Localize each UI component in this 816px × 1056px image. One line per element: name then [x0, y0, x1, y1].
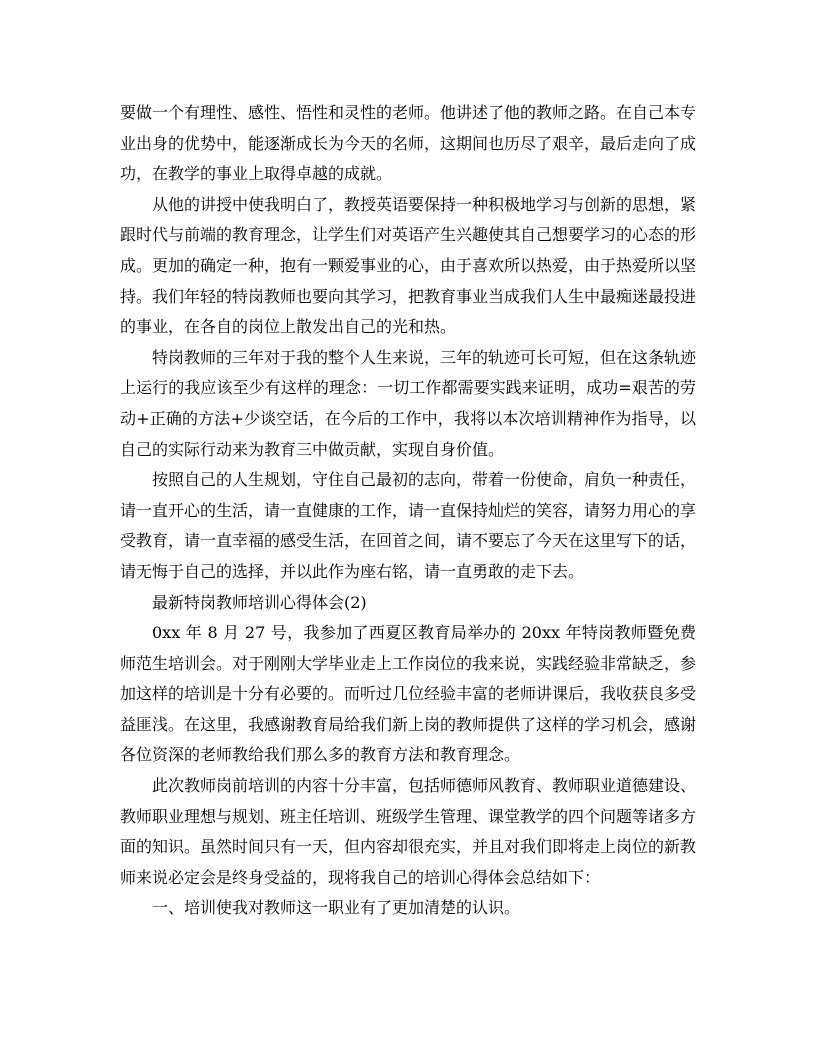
- paragraph-3: 特岗教师的三年对于我的整个人生来说，三年的轨迹可长可短，但在这条轨迹上运行的我应该至少有这样的理念：一切工作都需要实践来证明，成功=艰苦的劳动+正确的方法+少谈空话，在今后的工作中，我将以本次培训精神作为指导，以自己的实际行动来为教育三中做贡献，实现自身价值。: [120, 347, 697, 459]
- paragraph-7: 一、培训使我对教师这一职业有了更加清楚的认识。: [152, 898, 521, 918]
- paragraph-2: 从他的讲授中使我明白了，教授英语要保持一种积极地学习与创新的思想，紧跟时代与前端的教育理念，让学生们对英语产生兴趣使其自己想要学习的心态的形成。更加的确定一种，抱有一颗爱事业的心，由于喜欢所以热爱，由于热爱所以坚持。我们年轻的特岗教师也要向其学习，把教育事业当成我们人生中最痴迷最投进的事业，在各自的岗位上散发出自己的光和热。: [120, 194, 697, 337]
- document-body: [120, 98, 696, 924]
- paragraph-5: 0xx 年 8 月 27 号，我参加了西夏区教育局举办的 20xx 年特岗教师暨免费师范生培训会。对于刚刚大学毕业走上工作岗位的我来说，实践经验非常缺乏，参加这样的培训是十分有必要的。而听过几位经验丰富的老师讲课后，我收获良多受益匪浅。在这里，我感谢教育局给我们新上岗的教师提供了这样的学习机会，感谢各位资深的老师教给我们那么多的教育方法和教育理念。: [120, 623, 697, 765]
- paragraph-4: 按照自己的人生规划，守住自己最初的志向，带着一份使命，肩负一种责任，请一直开心的生活，请一直健康的工作，请一直保持灿烂的笑容，请努力用心的享受教育，请一直幸福的感受生活，在回首之间，请不要忘了今天在这里写下的话，请无悔于自己的选择，并以此作为座右铭，请一直勇敢的走下去。: [120, 470, 697, 581]
- paragraph-6: 此次教师岗前培训的内容十分丰富，包括师德师风教育、教师职业道德建设、教师职业理想与规划、班主任培训、班级学生管理、课堂教学的四个问题等诸多方面的知识。虽然时间只有一天，但内容却很充实，并且对我们即将走上岗位的新教师来说必定会是终身受益的，现将我自己的培训心得体会总结如下：: [120, 776, 697, 887]
- paragraph-1: 要做一个有理性、感性、悟性和灵性的老师。他讲述了他的教师之路。在自己本专业出身的优势中，能逐渐成长为今天的名师，这期间也历尽了艰辛，最后走向了成功，在教学的事业上取得卓越的成就。: [120, 103, 697, 184]
- section-heading: 最新特岗教师培训心得体会(2): [152, 592, 367, 612]
